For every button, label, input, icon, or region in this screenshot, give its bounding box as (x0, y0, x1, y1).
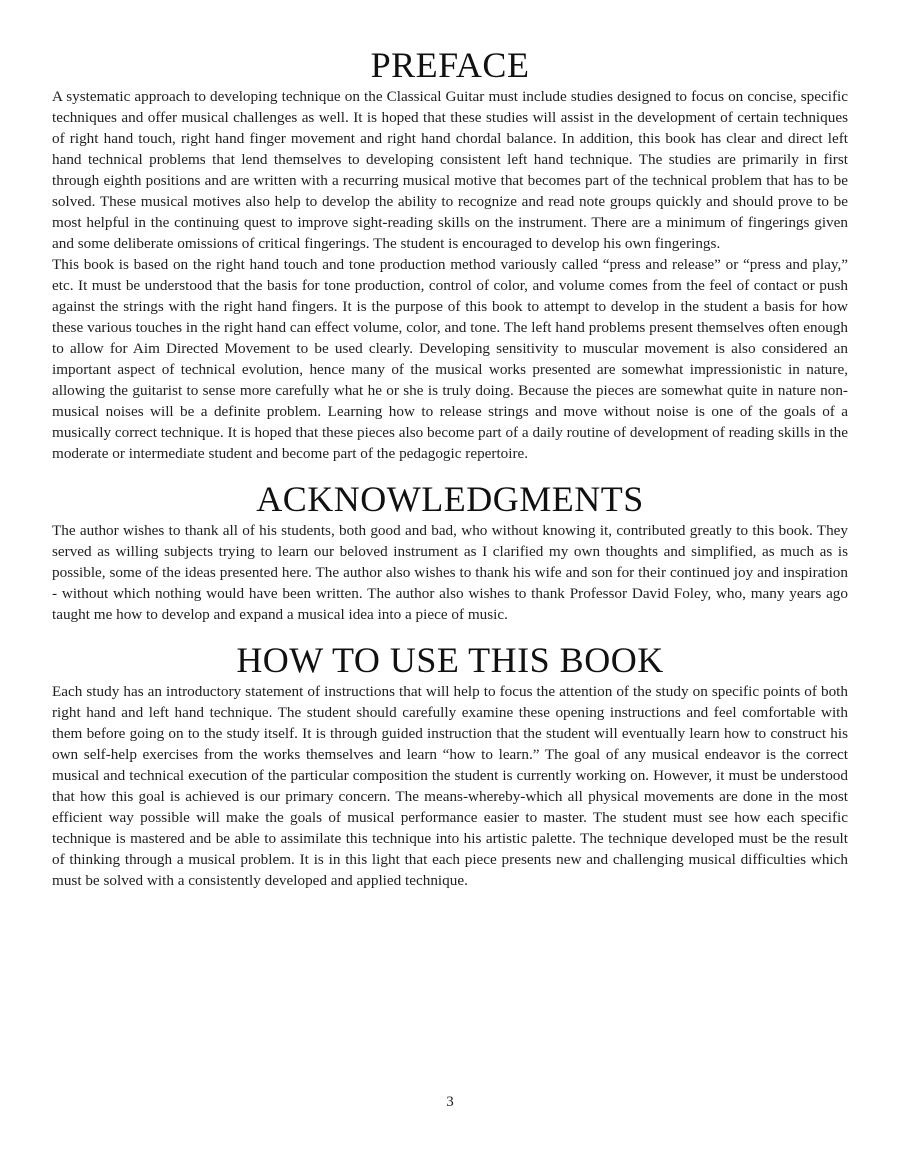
page-number: 3 (446, 1094, 454, 1110)
section-heading-preface: PREFACE (370, 45, 530, 85)
section-preface (52, 44, 848, 464)
section-heading-acknowledgments: ACKNOWLEDGMENTS (256, 479, 644, 519)
how-to-use-paragraph: Each study has an introductory statement of instructions that will help to focus the attention of the study on specific points of both right hand and left hand technique. The student should carefully examine these opening instructions and feel comfortable with them before going on to the study itself. It is through guided instruction that the student will eventually learn how to construct his own self-help exercises from the works themselves and learn “how to learn.” The goal of any musical endeavor is the correct musical and technical execution of the particular composition the student is currently working on. However, it must be understood that how this goal is achieved is our primary concern. The means-whereby-which all physical movements are done in the most efficient way possible will make the goals of musical performance easier to master. The student must see how each specific technique is mastered and be able to assimilate this technique into his artistic palette. The technique developed must be the result of thinking through a musical problem. It is in this light that each piece presents new and challenging musical difficulties which must be solved with a consistently developed and applied technique. (52, 683, 848, 889)
acknowledgments-paragraph: The author wishes to thank all of his students, both good and bad, who without knowing it, contributed greatly to this book. They served as willing subjects trying to learn our beloved instrument as I clarified my own thoughts and simplified, as much as is possible, some of the ideas presented here. The author also wishes to thank his wife and son for their continued joy and inspiration - without which nothing would have been written. The author also wishes to thank Professor David Foley, who, many years ago taught me how to develop and expand a musical idea into a piece of music. (52, 522, 848, 623)
section-heading-how-to-use: HOW TO USE THIS BOOK (236, 640, 664, 680)
section-how-to-use (52, 639, 848, 891)
section-acknowledgments (52, 478, 848, 625)
preface-paragraph-2: This book is based on the right hand touch and tone production method variously called “press and release” or “press and play,” etc. It must be understood that the basis for tone production, control of color, and volume comes from the feel of contact or push against the strings with the right hand fingers. It is the purpose of this book to attempt to develop in the student a basis for how these various touches in the right hand can effect volume, color, and tone. The left hand problems present themselves often enough to allow for Aim Directed Movement to be used clearly. Developing sensitivity to muscular movement is also considered an important aspect of technical evolution, hence many of the musical works presented are somewhat impressionistic in nature, allowing the guitarist to sense more carefully what he or she is truly doing. Because the pieces are somewhat quite in nature non-musical noises will be a definite problem. Learning how to release strings and move without noise is one of the goals of a musically correct technique. It is hoped that these pieces also become part of a daily routine of development of reading skills in the moderate or intermediate student and become part of the pedagogic repertoire. (52, 256, 848, 462)
page-content (52, 44, 848, 891)
preface-paragraph-1: A systematic approach to developing technique on the Classical Guitar must include studies designed to focus on concise, specific techniques and offer musical challenges as well. It is hoped that these studies will assist in the development of certain techniques of right hand touch, right hand finger movement and right hand chordal balance. In addition, this book has clear and direct left hand technical problems that lend themselves to developing consistent left hand technique. The studies are primarily in first through eighth positions and are written with a recurring musical motive that becomes part of the technical problem that has to be solved. These musical motives also help to develop the ability to recognize and read note groups quickly and should prove to be most helpful in the continuing quest to improve sight-reading skills on the instrument. There are a minimum of fingerings given and some deliberate omissions of critical fingerings. The student is encouraged to develop his own fingerings. (52, 88, 848, 252)
